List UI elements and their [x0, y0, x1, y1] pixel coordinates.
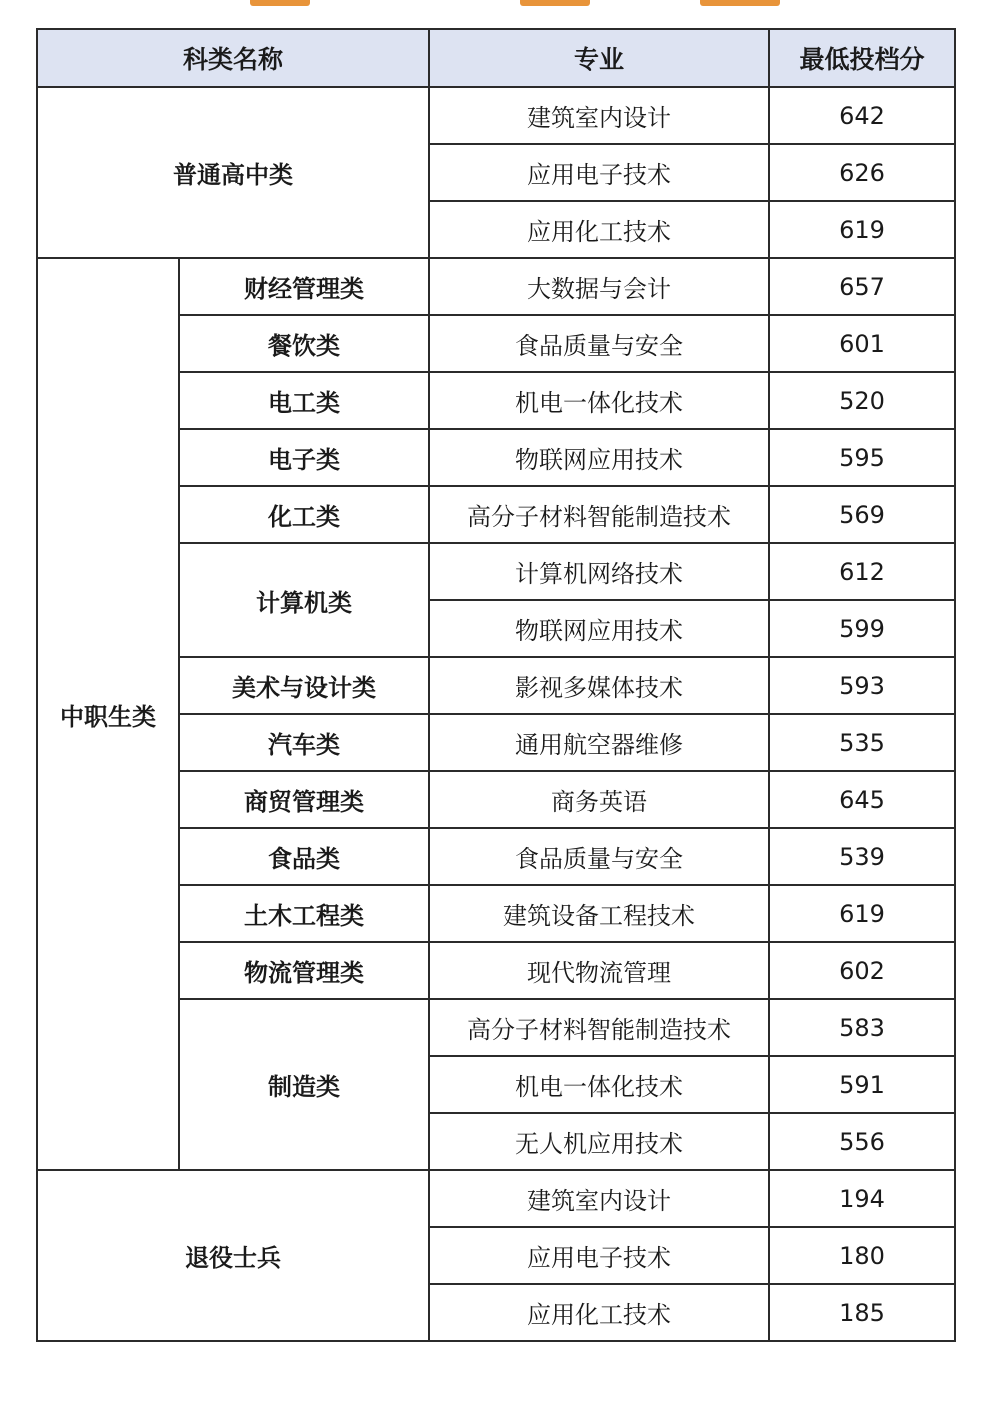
major-cell: 高分子材料智能制造技术: [429, 486, 769, 543]
score-cell: 595: [769, 429, 955, 486]
subcategory-cell: 计算机类: [179, 543, 429, 657]
subcategory-cell: 物流管理类: [179, 942, 429, 999]
score-cell: 539: [769, 828, 955, 885]
subcategory-cell: 财经管理类: [179, 258, 429, 315]
score-cell: 619: [769, 885, 955, 942]
score-cell: 535: [769, 714, 955, 771]
major-cell: 通用航空器维修: [429, 714, 769, 771]
major-cell: 计算机网络技术: [429, 543, 769, 600]
admission-score-table: [36, 28, 956, 1342]
major-cell: 无人机应用技术: [429, 1113, 769, 1170]
table-row: [37, 1170, 955, 1227]
table-row: [37, 87, 955, 144]
cropped-title-fragment: [0, 0, 990, 10]
score-cell: 593: [769, 657, 955, 714]
major-cell: 现代物流管理: [429, 942, 769, 999]
score-cell: 185: [769, 1284, 955, 1341]
subcategory-cell: 土木工程类: [179, 885, 429, 942]
score-cell: 520: [769, 372, 955, 429]
major-cell: 建筑室内设计: [429, 1170, 769, 1227]
subcategory-cell: 商贸管理类: [179, 771, 429, 828]
major-cell: 机电一体化技术: [429, 372, 769, 429]
score-cell: 569: [769, 486, 955, 543]
major-cell: 商务英语: [429, 771, 769, 828]
category-cell: 普通高中类: [37, 87, 429, 258]
subcategory-cell: 制造类: [179, 999, 429, 1170]
subcategory-cell: 汽车类: [179, 714, 429, 771]
major-cell: 高分子材料智能制造技术: [429, 999, 769, 1056]
score-cell: 556: [769, 1113, 955, 1170]
score-cell: 657: [769, 258, 955, 315]
subcategory-cell: 化工类: [179, 486, 429, 543]
score-cell: 591: [769, 1056, 955, 1113]
score-cell: 599: [769, 600, 955, 657]
score-cell: 601: [769, 315, 955, 372]
major-cell: 机电一体化技术: [429, 1056, 769, 1113]
score-cell: 645: [769, 771, 955, 828]
score-cell: 194: [769, 1170, 955, 1227]
subcategory-cell: 餐饮类: [179, 315, 429, 372]
subcategory-cell: 美术与设计类: [179, 657, 429, 714]
header-category: 科类名称: [37, 29, 429, 87]
subcategory-cell: 电工类: [179, 372, 429, 429]
header-major: 专业: [429, 29, 769, 87]
category-cell: 退役士兵: [37, 1170, 429, 1341]
major-cell: 应用电子技术: [429, 144, 769, 201]
subcategory-cell: 电子类: [179, 429, 429, 486]
score-cell: 626: [769, 144, 955, 201]
score-cell: 612: [769, 543, 955, 600]
header-row: [37, 29, 955, 87]
major-cell: 应用化工技术: [429, 1284, 769, 1341]
major-cell: 应用化工技术: [429, 201, 769, 258]
header-min-score: 最低投档分: [769, 29, 955, 87]
major-cell: 大数据与会计: [429, 258, 769, 315]
category-cell: 中职生类: [37, 258, 179, 1170]
major-cell: 影视多媒体技术: [429, 657, 769, 714]
major-cell: 物联网应用技术: [429, 429, 769, 486]
subcategory-cell: 食品类: [179, 828, 429, 885]
major-cell: 建筑设备工程技术: [429, 885, 769, 942]
major-cell: 建筑室内设计: [429, 87, 769, 144]
major-cell: 物联网应用技术: [429, 600, 769, 657]
major-cell: 食品质量与安全: [429, 828, 769, 885]
score-cell: 180: [769, 1227, 955, 1284]
score-cell: 602: [769, 942, 955, 999]
major-cell: 应用电子技术: [429, 1227, 769, 1284]
score-cell: 583: [769, 999, 955, 1056]
score-cell: 642: [769, 87, 955, 144]
table-row: [37, 258, 955, 315]
major-cell: 食品质量与安全: [429, 315, 769, 372]
score-cell: 619: [769, 201, 955, 258]
